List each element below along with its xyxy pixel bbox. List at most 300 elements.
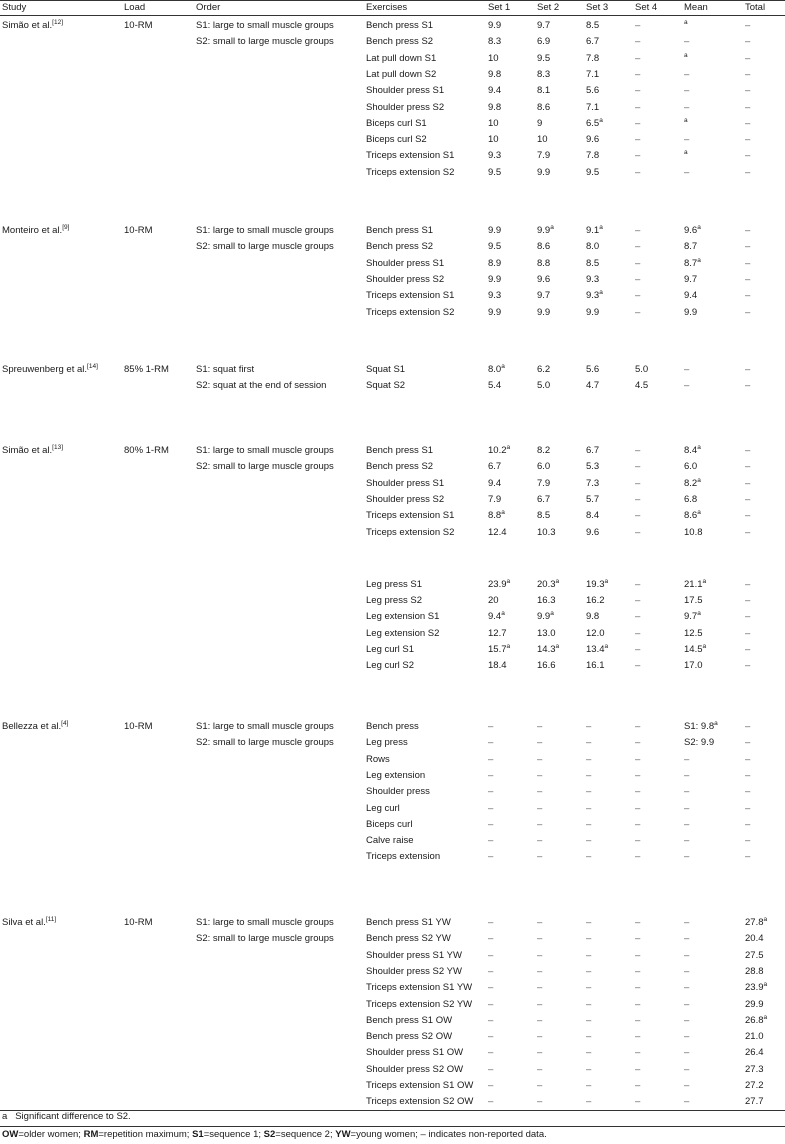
abbreviation-term: RM [83,1129,99,1140]
value-set-1 [488,660,507,672]
value-mean-text: – [684,1031,690,1043]
value-set-2-text: – [537,917,543,928]
value-set-1 [488,819,493,831]
value-total-text: – [745,150,751,162]
value-total-text: – [745,660,751,672]
value-mean [684,966,689,978]
value-mean-text: 9.9 [684,306,698,318]
exercise-name [366,1015,452,1027]
value-set-2 [537,118,542,130]
value-mean-text: 6.0 [684,461,698,473]
significance-mark: a [697,476,701,484]
value-total [745,982,767,994]
study-order-line-text: S2: small to large muscle groups [196,241,334,253]
value-set-2-text: – [537,786,543,798]
value-set-3-text: 9.3 [586,273,600,285]
exercise-name [366,445,433,457]
value-set-3 [586,770,591,782]
exercise-name [366,461,433,473]
value-set-2 [537,307,550,319]
exercise-name-text: Triceps extension S2 YW [366,998,473,1010]
value-mean-text: 8.7 [684,257,698,269]
value-set-1-text: 9.9 [488,306,502,318]
value-mean [684,1015,689,1027]
value-total-text: – [745,241,751,253]
column-header-set-2: Set 2 [537,2,560,13]
value-set-3-text: – [586,1047,592,1059]
value-mean [684,917,689,929]
value-set-4 [635,982,640,994]
value-set-3-text: 9.6 [586,134,600,146]
value-set-2 [537,1015,542,1027]
study-reference: [11] [45,916,57,923]
value-set-3-text: – [586,982,592,994]
value-total-text: – [745,445,751,456]
value-set-1 [488,118,499,130]
value-set-3 [586,307,599,319]
value-set-2 [537,167,550,179]
value-set-1 [488,628,507,640]
value-mean-text: – [684,949,690,961]
value-set-3-text: 19.3 [586,578,605,590]
exercise-name [366,950,462,962]
value-set-3-text: 7.8 [586,150,600,162]
exercise-name-text: Biceps curl [366,818,413,830]
value-set-1 [488,274,501,286]
value-total-text: 27.8 [745,917,764,928]
value-mean [684,1031,689,1043]
value-total [745,36,750,48]
value-set-2-text: – [537,835,543,847]
study-load-text: 85% 1-RM [124,364,169,375]
value-set-1-text: – [488,737,494,749]
value-total [745,917,767,929]
value-total-text: – [745,510,751,522]
value-set-3 [586,69,599,81]
value-set-1-text: 20 [488,594,499,606]
value-total-text: 23.9 [745,982,764,994]
value-set-2 [537,950,542,962]
value-mean [684,307,697,319]
value-total [745,721,750,733]
value-mean-text: – [684,1080,690,1091]
value-set-1 [488,445,510,457]
study-order-line [196,20,334,32]
exercise-name [366,167,454,179]
value-total [745,933,764,945]
value-set-3 [586,527,599,539]
exercise-name-text: Shoulder press [366,786,430,798]
value-set-2-text: 9.9 [537,611,551,623]
value-set-3-text: 13.4 [586,643,605,655]
value-set-2-text: 9.9 [537,225,551,236]
exercise-name [366,150,454,162]
value-set-4-text: – [635,627,641,639]
study-order-line-text: S2: small to large muscle groups [196,933,334,945]
value-set-4 [635,36,640,48]
value-set-1-text: 12.7 [488,627,507,639]
value-total-text: – [745,786,751,798]
value-set-4-text: – [635,835,641,847]
study-order-line-text: S2: small to large muscle groups [196,737,334,749]
exercise-name-text: Triceps extension S1 [366,290,455,302]
exercise-name-text: Triceps extension S1 YW [366,982,473,994]
exercise-name-text: Leg extension S2 [366,627,440,639]
value-mean [684,20,688,32]
value-set-3-text: – [586,851,592,863]
value-set-3-text: – [586,835,592,847]
exercise-name-text: Leg extension [366,769,426,781]
value-set-3 [586,53,599,65]
value-set-2-text: 8.3 [537,68,551,80]
value-mean [684,737,714,749]
study-load-text: 10-RM [124,225,153,236]
value-set-4 [635,527,640,539]
column-header-mean: Mean [684,2,708,13]
value-total [745,364,750,376]
value-set-1-text: – [488,786,494,798]
exercise-name-text: Bench press S2 [366,461,434,473]
column-header-set-3: Set 3 [586,2,609,13]
study-order-line-text: S2: squat at the end of session [196,380,327,392]
value-set-2-text: 6.0 [537,461,551,473]
value-set-3-text: 16.2 [586,594,605,606]
value-total-text: – [745,611,751,623]
value-set-3 [586,20,599,32]
exercise-name-text: Bench press S2 [366,241,434,253]
value-set-4-text: – [635,461,641,473]
value-mean [684,999,689,1011]
exercise-name [366,644,414,656]
exercise-name-text: Bench press S1 [366,225,434,236]
value-set-2-text: – [537,851,543,863]
value-set-3-text: 8.0 [586,241,600,253]
value-set-4-text: – [635,578,641,590]
study-reference: [13] [52,444,64,451]
value-set-2 [537,20,550,32]
value-mean [684,1080,689,1092]
exercise-name-text: Shoulder press S1 [366,477,445,489]
significance-mark: a [697,224,701,231]
value-set-1-text: – [488,802,494,814]
exercise-name [366,69,436,81]
value-total [745,770,750,782]
value-set-1-text: – [488,721,494,732]
value-set-4 [635,950,640,962]
significance-mark: a [501,610,505,618]
value-set-3 [586,380,599,392]
value-mean-text: – [684,818,690,830]
value-total [745,1047,764,1059]
value-set-1-text: – [488,1063,494,1075]
value-set-4-text: – [635,1014,641,1026]
value-set-2-text: – [537,1096,543,1108]
value-total-text: – [745,257,751,269]
value-set-2 [537,274,550,286]
value-total [745,134,750,146]
value-set-4-text: – [635,721,641,732]
exercise-name-text: Leg press S2 [366,594,422,606]
value-total-text: – [745,273,751,285]
value-set-1 [488,290,501,302]
value-set-1-text: 9.8 [488,68,502,80]
value-set-3-text: 7.1 [586,68,600,80]
abbreviation-term: S1 [192,1129,204,1140]
value-set-4-text: – [635,150,641,162]
value-total [745,69,750,81]
significance-mark: a [506,642,511,650]
value-set-1 [488,754,493,766]
value-total-text: – [745,36,751,48]
footnote-significance [2,1111,131,1123]
value-set-3 [586,445,599,457]
value-set-1 [488,102,501,114]
value-mean-text: – [684,982,690,994]
exercise-name [366,611,439,623]
value-set-2-text: 8.5 [537,510,551,522]
value-set-3 [586,258,599,270]
value-set-4-text: – [635,445,641,456]
value-set-1-text: 9.3 [488,290,502,302]
value-set-3 [586,1064,591,1076]
significance-mark: a [555,577,560,585]
exercise-name-text: Shoulder press S2 [366,101,445,113]
value-set-2 [537,478,550,490]
value-set-1 [488,1031,493,1043]
value-set-2-text: 13.0 [537,627,556,639]
study-order-line-text: S2: small to large muscle groups [196,36,334,48]
value-mean [684,85,689,97]
significance-mark: a [555,642,560,650]
value-set-1 [488,478,501,490]
value-set-1 [488,786,493,798]
value-set-3 [586,721,591,733]
value-mean [684,644,706,656]
study-name [2,721,68,733]
value-set-4-text: – [635,36,641,48]
value-total [745,660,750,672]
value-set-1-text: – [488,769,494,781]
exercise-name-text: Lat pull down S1 [366,52,437,64]
value-set-3 [586,510,599,522]
value-mean-text: – [684,68,690,80]
value-mean [684,611,701,623]
value-set-4 [635,595,640,607]
value-set-4-text: – [635,802,641,814]
value-set-2-text: 20.3 [537,578,556,590]
value-set-4 [635,461,640,473]
value-mean [684,754,689,766]
value-set-2 [537,917,542,929]
value-total-text: – [745,643,751,655]
value-set-3-text: 6.7 [586,36,600,48]
exercise-name-text: Bench press S1 OW [366,1014,453,1026]
footnote-mark: a [2,1111,8,1122]
study-reference: [12] [52,19,64,26]
value-set-3 [586,134,599,146]
value-total [745,225,750,237]
value-total [745,1064,764,1076]
value-set-1-text: 9.5 [488,241,502,253]
value-set-4-text: – [635,477,641,489]
value-total [745,819,750,831]
value-total-text: – [745,851,751,863]
value-total-text: – [745,290,751,302]
value-total [745,85,750,97]
value-set-3-text: 5.6 [586,85,600,97]
value-set-4 [635,258,640,270]
value-total [745,1015,767,1027]
value-set-1 [488,933,493,945]
value-total-text: 28.8 [745,965,764,977]
exercise-name-text: Calve raise [366,835,414,847]
value-set-3-text: – [586,769,592,781]
value-set-4-text: – [635,526,641,538]
exercise-name-text: Leg curl [366,802,400,814]
value-mean [684,770,689,782]
value-set-4-text: – [635,998,641,1010]
exercise-name-text: Shoulder press S1 [366,257,445,269]
value-set-3-text: 9.9 [586,306,600,318]
exercise-name-text: Shoulder press S2 [366,273,445,285]
exercise-name [366,307,454,319]
value-set-3 [586,851,591,863]
significance-mark: a [604,577,609,585]
significance-mark: a [506,444,511,451]
value-mean [684,1064,689,1076]
exercise-name [366,721,419,733]
value-set-3 [586,1096,591,1108]
value-mean [684,118,688,130]
value-set-2 [537,644,559,656]
significance-mark: a [763,1013,768,1021]
value-set-2-text: – [537,769,543,781]
study-order-line-text: S2: small to large muscle groups [196,461,334,473]
column-header-set-1: Set 1 [488,2,511,13]
value-total-text: – [745,306,751,318]
significance-mark: a [599,116,603,124]
value-mean [684,69,689,81]
value-set-4-text: – [635,101,641,113]
significance-mark: a [697,256,701,264]
value-set-1 [488,721,493,733]
value-set-4-text: – [635,117,641,129]
value-set-4-text: – [635,20,641,31]
value-set-3-text: – [586,917,592,928]
study-load [124,917,153,929]
exercise-name-text: Bench press S1 [366,20,434,31]
exercise-name-text: Triceps extension S1 [366,510,455,522]
exercise-name-text: Squat S1 [366,364,406,375]
value-set-3 [586,595,605,607]
value-set-1-text: – [488,982,494,994]
value-set-1-text: 9.9 [488,273,502,285]
value-set-1-text: 18.4 [488,660,507,672]
value-set-3 [586,803,591,815]
value-set-1 [488,494,501,506]
value-set-2-text: – [537,949,543,961]
value-total [745,803,750,815]
value-set-4-text: 4.5 [635,380,649,392]
value-set-1-text: 9.4 [488,85,502,97]
value-set-4-text: – [635,660,641,672]
value-set-4 [635,851,640,863]
value-total-text: – [745,461,751,473]
value-set-1-text: – [488,835,494,847]
abbreviation-term: YW [335,1129,351,1140]
value-set-3-text: 6.7 [586,445,600,456]
significance-mark: a [763,981,768,989]
value-set-4-text: – [635,510,641,522]
value-set-4 [635,786,640,798]
value-set-4 [635,628,640,640]
value-set-1-text: – [488,933,494,945]
value-set-4-text: – [635,257,641,269]
value-set-2-text: – [537,933,543,945]
study-reference: [4] [61,720,69,727]
exercise-name-text: Leg press S1 [366,578,422,590]
study-order-line-text: S1: squat first [196,364,255,375]
value-set-1 [488,258,501,270]
value-set-4 [635,134,640,146]
value-set-1 [488,69,501,81]
value-set-1 [488,982,493,994]
value-mean-text: – [684,835,690,847]
exercise-name [366,803,400,815]
value-set-1-text: – [488,1080,494,1091]
value-set-1 [488,644,510,656]
value-set-3-text: 9.3 [586,290,600,302]
value-mean-text: S2: 9.9 [684,737,715,749]
value-set-4 [635,167,640,179]
value-set-2 [537,721,542,733]
value-total-text: – [745,802,751,814]
exercise-name [366,380,405,392]
value-mean-text: – [684,380,690,392]
value-total-text: – [745,493,751,505]
value-set-1 [488,527,507,539]
value-set-2 [537,999,542,1011]
value-set-1 [488,950,493,962]
exercise-name-text: Shoulder press S1 [366,85,445,97]
value-set-3 [586,225,603,237]
abbreviation-term: OW [2,1129,19,1140]
value-set-4 [635,819,640,831]
value-set-3-text: – [586,1031,592,1043]
value-set-1-text: – [488,949,494,961]
value-set-3-text: 9.8 [586,611,600,623]
study-order-line-text: S1: large to small muscle groups [196,20,334,31]
study-load [124,364,169,376]
value-set-1-text: – [488,1047,494,1059]
value-set-4-text: – [635,290,641,302]
value-set-1-text: 9.8 [488,101,502,113]
value-total [745,835,750,847]
value-set-4-text: – [635,786,641,798]
value-set-2 [537,69,550,81]
value-set-2 [537,1080,542,1092]
value-total [745,1031,764,1043]
value-set-2 [537,53,550,65]
value-mean-text: – [684,917,690,928]
value-set-4 [635,737,640,749]
value-set-1-text: 7.9 [488,493,502,505]
value-mean-text: – [684,166,690,178]
exercise-name [366,660,414,672]
value-total-text: 20.4 [745,933,764,945]
value-set-2 [537,819,542,831]
value-set-4-text: – [635,225,641,236]
